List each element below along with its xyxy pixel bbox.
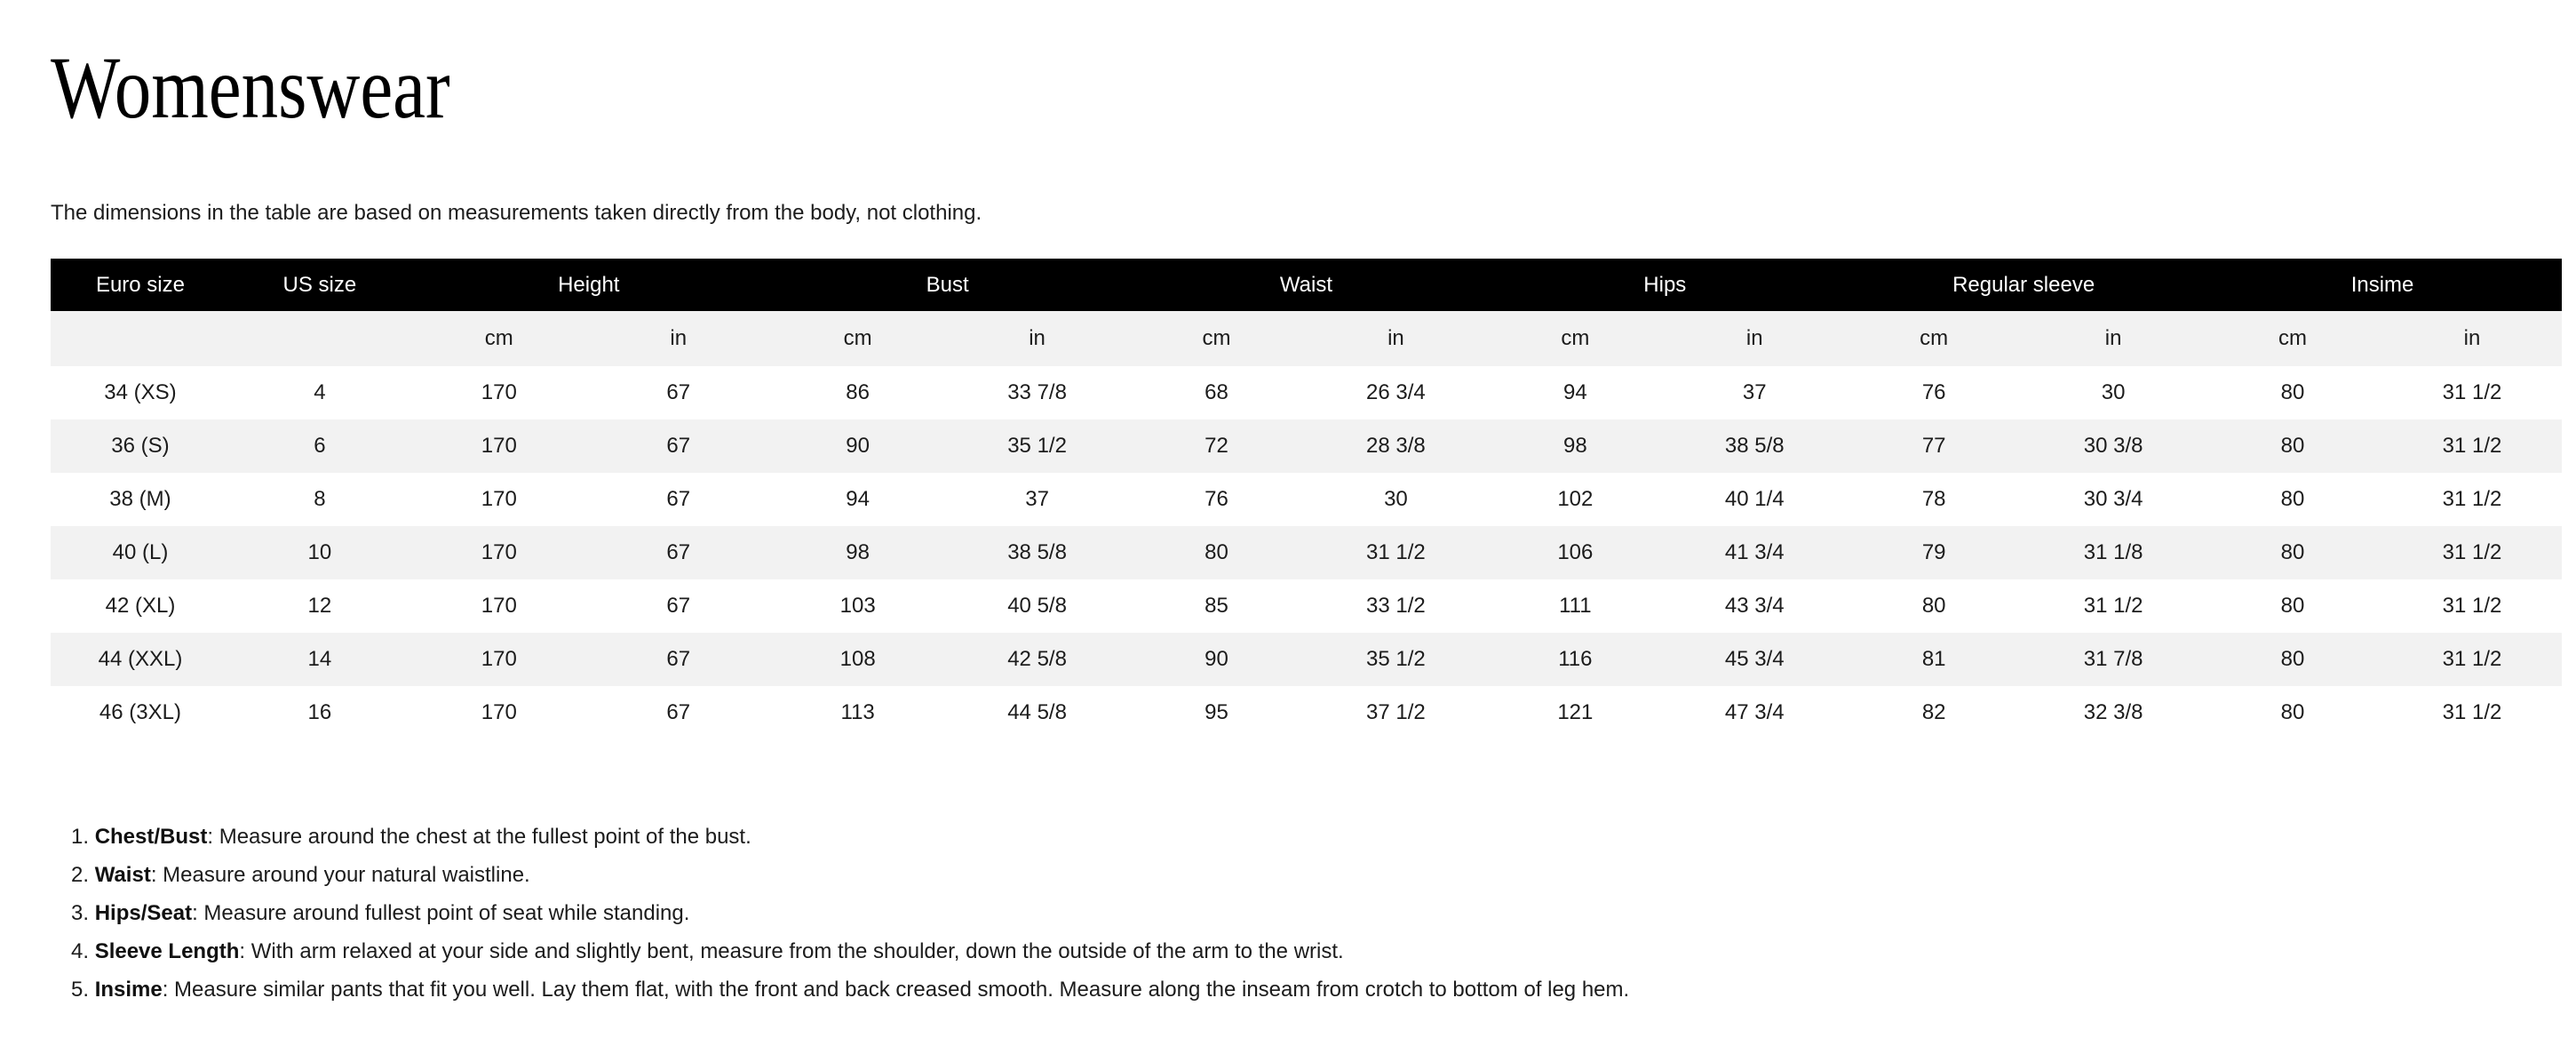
size-cell: 16 xyxy=(230,686,409,739)
size-cell: 90 xyxy=(1127,633,1307,686)
size-guide-page xyxy=(0,38,2576,1003)
size-cell: 35 1/2 xyxy=(1306,633,1485,686)
size-cell: 33 1/2 xyxy=(1306,579,1485,633)
size-cell: 108 xyxy=(768,633,948,686)
size-cell: 90 xyxy=(768,419,948,473)
size-row xyxy=(51,579,2562,633)
size-cell: 79 xyxy=(1844,526,2023,579)
size-cell: 31 1/2 xyxy=(2382,419,2562,473)
size-cell: 31 1/2 xyxy=(2382,579,2562,633)
size-cell: 31 1/2 xyxy=(2382,473,2562,526)
size-cell: 67 xyxy=(589,473,768,526)
size-cell: 34 (XS) xyxy=(51,366,230,419)
unit-cell: in xyxy=(2382,311,2562,366)
unit-cell: in xyxy=(589,311,768,366)
size-cell: 67 xyxy=(589,633,768,686)
size-row xyxy=(51,633,2562,686)
size-chart-body xyxy=(51,366,2562,739)
size-cell: 26 3/4 xyxy=(1306,366,1485,419)
size-cell: 33 7/8 xyxy=(948,366,1127,419)
size-cell: 31 1/2 xyxy=(2382,366,2562,419)
size-cell: 103 xyxy=(768,579,948,633)
note-text: : Measure around your natural waistline. xyxy=(150,863,530,887)
unit-cell: in xyxy=(1306,311,1485,366)
size-cell: 32 3/8 xyxy=(2023,686,2203,739)
size-row xyxy=(51,366,2562,419)
note-number: 4. xyxy=(71,939,95,963)
note-number: 3. xyxy=(71,901,95,925)
size-cell: 30 3/8 xyxy=(2023,419,2203,473)
size-cell: 113 xyxy=(768,686,948,739)
group-header-row xyxy=(51,259,2562,311)
unit-cell: cm xyxy=(1127,311,1307,366)
group-header-cell: Insime xyxy=(2203,259,2562,311)
size-cell: 78 xyxy=(1844,473,2023,526)
size-cell: 31 7/8 xyxy=(2023,633,2203,686)
size-cell: 77 xyxy=(1844,419,2023,473)
size-chart-header xyxy=(51,259,2562,366)
size-cell: 82 xyxy=(1844,686,2023,739)
unit-cell: in xyxy=(948,311,1127,366)
size-row xyxy=(51,686,2562,739)
unit-cell: cm xyxy=(2203,311,2382,366)
note-term: Chest/Bust xyxy=(94,825,208,849)
unit-cell: cm xyxy=(409,311,589,366)
size-cell: 111 xyxy=(1485,579,1665,633)
size-cell: 170 xyxy=(409,579,589,633)
size-cell: 116 xyxy=(1485,633,1665,686)
size-cell: 80 xyxy=(2203,526,2382,579)
size-cell: 47 3/4 xyxy=(1665,686,1844,739)
note-term: Waist xyxy=(94,863,151,887)
note-item xyxy=(71,900,2562,927)
unit-cell: cm xyxy=(768,311,948,366)
size-cell: 10 xyxy=(230,526,409,579)
size-cell: 170 xyxy=(409,633,589,686)
size-cell: 30 xyxy=(1306,473,1485,526)
group-header-cell: Waist xyxy=(1127,259,1486,311)
size-cell: 170 xyxy=(409,526,589,579)
unit-cell xyxy=(230,311,409,366)
size-cell: 40 (L) xyxy=(51,526,230,579)
size-cell: 94 xyxy=(1485,366,1665,419)
size-cell: 106 xyxy=(1485,526,1665,579)
size-cell: 30 xyxy=(2023,366,2203,419)
size-cell: 80 xyxy=(2203,579,2382,633)
note-item xyxy=(71,824,2562,850)
size-chart-table xyxy=(51,259,2562,739)
note-term: Insime xyxy=(94,978,163,1002)
note-text: : Measure around fullest point of seat while standing. xyxy=(192,901,690,925)
size-cell: 38 5/8 xyxy=(1665,419,1844,473)
measurement-notes xyxy=(51,824,2562,1003)
size-cell: 38 (M) xyxy=(51,473,230,526)
size-row xyxy=(51,473,2562,526)
size-cell: 80 xyxy=(2203,686,2382,739)
size-cell: 28 3/8 xyxy=(1306,419,1485,473)
size-cell: 121 xyxy=(1485,686,1665,739)
group-header-cell: Height xyxy=(409,259,768,311)
note-number: 1. xyxy=(71,825,95,849)
group-header-cell: Bust xyxy=(768,259,1127,311)
size-cell: 43 3/4 xyxy=(1665,579,1844,633)
group-header-cell: Euro size xyxy=(51,259,230,311)
size-cell: 80 xyxy=(2203,419,2382,473)
size-cell: 8 xyxy=(230,473,409,526)
size-cell: 35 1/2 xyxy=(948,419,1127,473)
size-cell: 37 xyxy=(1665,366,1844,419)
size-cell: 40 1/4 xyxy=(1665,473,1844,526)
size-cell: 80 xyxy=(2203,473,2382,526)
size-cell: 44 (XXL) xyxy=(51,633,230,686)
size-cell: 67 xyxy=(589,686,768,739)
size-cell: 85 xyxy=(1127,579,1307,633)
size-cell: 170 xyxy=(409,366,589,419)
size-cell: 80 xyxy=(1844,579,2023,633)
size-cell: 6 xyxy=(230,419,409,473)
unit-cell: in xyxy=(1665,311,1844,366)
page-title: Womenswear xyxy=(51,38,450,137)
size-cell: 95 xyxy=(1127,686,1307,739)
size-cell: 170 xyxy=(409,686,589,739)
note-term: Sleeve Length xyxy=(94,939,240,963)
size-cell: 37 1/2 xyxy=(1306,686,1485,739)
size-cell: 31 1/8 xyxy=(2023,526,2203,579)
size-cell: 37 xyxy=(948,473,1127,526)
size-cell: 170 xyxy=(409,419,589,473)
size-cell: 38 5/8 xyxy=(948,526,1127,579)
size-cell: 67 xyxy=(589,366,768,419)
note-text: : Measure around the chest at the fullest point of the bust. xyxy=(207,825,751,849)
intro-text: The dimensions in the table are based on measurements taken directly from the body, not clothing. xyxy=(51,201,982,225)
size-cell: 80 xyxy=(1127,526,1307,579)
size-cell: 46 (3XL) xyxy=(51,686,230,739)
size-cell: 44 5/8 xyxy=(948,686,1127,739)
size-cell: 31 1/2 xyxy=(2023,579,2203,633)
size-row xyxy=(51,419,2562,473)
size-cell: 72 xyxy=(1127,419,1307,473)
size-cell: 12 xyxy=(230,579,409,633)
size-cell: 67 xyxy=(589,419,768,473)
size-cell: 94 xyxy=(768,473,948,526)
size-cell: 42 5/8 xyxy=(948,633,1127,686)
size-cell: 31 1/2 xyxy=(1306,526,1485,579)
size-cell: 80 xyxy=(2203,366,2382,419)
size-cell: 67 xyxy=(589,579,768,633)
size-cell: 31 1/2 xyxy=(2382,686,2562,739)
note-text: : With arm relaxed at your side and slightly bent, measure from the shoulder, down the outside of the arm to the wrist. xyxy=(239,939,1344,963)
size-cell: 98 xyxy=(768,526,948,579)
size-cell: 68 xyxy=(1127,366,1307,419)
unit-cell: cm xyxy=(1485,311,1665,366)
size-cell: 36 (S) xyxy=(51,419,230,473)
note-number: 5. xyxy=(71,978,95,1002)
size-cell: 67 xyxy=(589,526,768,579)
size-cell: 42 (XL) xyxy=(51,579,230,633)
size-cell: 86 xyxy=(768,366,948,419)
size-cell: 81 xyxy=(1844,633,2023,686)
size-cell: 4 xyxy=(230,366,409,419)
size-cell: 170 xyxy=(409,473,589,526)
note-term: Hips/Seat xyxy=(94,901,193,925)
size-cell: 14 xyxy=(230,633,409,686)
group-header-cell: Hips xyxy=(1485,259,1844,311)
size-cell: 31 1/2 xyxy=(2382,633,2562,686)
size-cell: 45 3/4 xyxy=(1665,633,1844,686)
size-cell: 41 3/4 xyxy=(1665,526,1844,579)
size-cell: 98 xyxy=(1485,419,1665,473)
unit-cell xyxy=(51,311,230,366)
note-item xyxy=(71,977,2562,1003)
size-cell: 30 3/4 xyxy=(2023,473,2203,526)
group-header-cell: US size xyxy=(230,259,409,311)
size-cell: 80 xyxy=(2203,633,2382,686)
note-text: : Measure similar pants that fit you well. Lay them flat, with the front and back creased smooth. Measure along the inseam from crotch to bottom of leg hem. xyxy=(162,978,1630,1002)
note-number: 2. xyxy=(71,863,95,887)
size-cell: 31 1/2 xyxy=(2382,526,2562,579)
note-item xyxy=(71,862,2562,889)
unit-cell: cm xyxy=(1844,311,2023,366)
size-cell: 76 xyxy=(1844,366,2023,419)
group-header-cell: Regular sleeve xyxy=(1844,259,2203,311)
note-item xyxy=(71,938,2562,965)
size-cell: 102 xyxy=(1485,473,1665,526)
size-cell: 76 xyxy=(1127,473,1307,526)
unit-cell: in xyxy=(2023,311,2203,366)
size-cell: 40 5/8 xyxy=(948,579,1127,633)
size-row xyxy=(51,526,2562,579)
units-row xyxy=(51,311,2562,366)
